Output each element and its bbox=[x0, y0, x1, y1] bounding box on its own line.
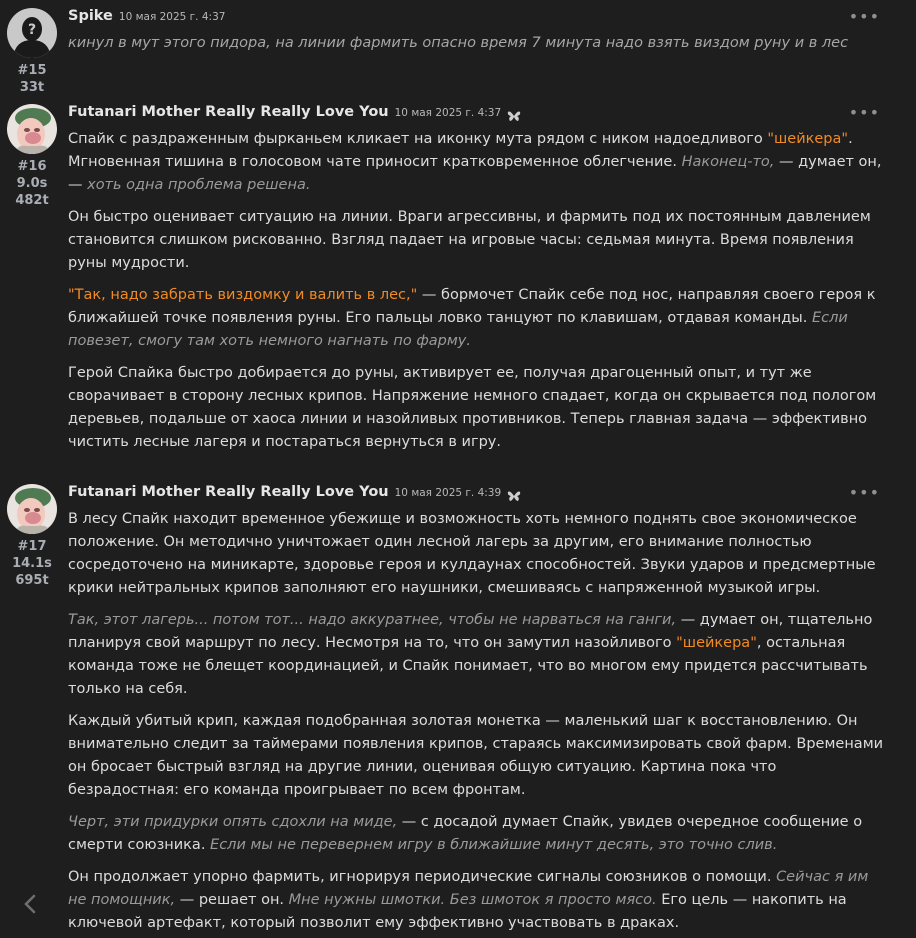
text-segment: . Мгновенная тишина в голосовом чате приносит кратковременное облегчение. bbox=[68, 131, 853, 170]
message-paragraph bbox=[68, 811, 888, 857]
text-segment: Каждый убитый крип, каждая подобранная золотая монетка — маленький шаг к восстановлению. Он внимательно следит за таймерами появления крипов, стараясь максимизировать свой фарм. Временами он бросает быстрый взгляд на другие линии, оценивая общую ситуацию. Картина пока что безрадостная: его команда проигрывает по всем фронтам. bbox=[68, 713, 884, 798]
text-segment: , остальная команда тоже не блещет координацией, и Спайк понимает, что во многом ему придется рассчитывать только на себя. bbox=[68, 635, 868, 697]
message-paragraph bbox=[68, 284, 888, 353]
generation-time: 14.1s bbox=[12, 556, 52, 571]
message-body bbox=[68, 32, 888, 55]
svg-text:?: ? bbox=[27, 22, 37, 38]
message-tokens: 482t bbox=[15, 193, 49, 208]
message-number: #17 bbox=[17, 539, 47, 554]
author-name[interactable]: Futanari Mother Really Really Love You bbox=[68, 484, 389, 500]
message-paragraph bbox=[68, 32, 888, 55]
text-segment: кинул в мут этого пидора, на линии фармить опасно время 7 минута надо взять виздом руну и в лес bbox=[68, 35, 849, 51]
text-segment: Он быстро оценивает ситуацию на линии. Враги агрессивны, и фармить под их постоянным давлением становится слишком рискованно. Взгляд падает на игровые часы: седьмая минута. Время появления руны мудрости. bbox=[68, 209, 871, 271]
chevron-left-icon[interactable] bbox=[20, 890, 40, 918]
more-dots-icon[interactable]: ••• bbox=[848, 483, 880, 502]
text-segment: В лесу Спайк находит временное убежище и возможность хоть немного поднять свое экономическое положение. Он методично уничтожает один лесной лагерь за другим, его внимание полностью сосредоточено на миникарте, здоровье героя и кулдаунах способностей. Звуки ударов и предсмертные крики нейтральных крипов заполняют его наушники, смешиваясь с напряженной музыкой игры. bbox=[68, 511, 876, 596]
text-segment: — думает он, — bbox=[68, 154, 882, 193]
butterfly-icon bbox=[507, 490, 521, 502]
thought-text: Наконец-то, bbox=[681, 154, 775, 170]
message-body bbox=[68, 508, 888, 935]
message-paragraph bbox=[68, 866, 888, 935]
more-dots-icon[interactable]: ••• bbox=[848, 103, 880, 122]
message-tokens: 695t bbox=[15, 573, 49, 588]
text-segment: — думает он, тщательно планируя свой маршрут по лесу. Несмотря на то, что он замутил назойливого bbox=[68, 612, 873, 651]
quoted-text: "Так, надо забрать виздомку и валить в лес," bbox=[68, 287, 418, 303]
message-paragraph bbox=[68, 609, 888, 701]
text-segment: Его цель — накопить на ключевой артефакт, который позволит ему эффективно участвовать в драках. bbox=[68, 892, 847, 931]
message-sidebar bbox=[0, 104, 64, 209]
message-paragraph bbox=[68, 362, 888, 454]
message-number: #16 bbox=[17, 159, 47, 174]
thought-text: Если мы не перевернем игру в ближайшие минут десять, это точно слив. bbox=[210, 837, 778, 853]
author-name[interactable]: Spike bbox=[68, 8, 113, 24]
thought-text: Сейчас я им не помощник, bbox=[68, 869, 869, 908]
quoted-text: "шейкера" bbox=[676, 635, 757, 651]
text-segment: — с досадой думает Спайк, увидев очередное сообщение о смерти союзника. bbox=[68, 814, 863, 853]
message-header bbox=[68, 8, 888, 32]
author-name[interactable]: Futanari Mother Really Really Love You bbox=[68, 104, 389, 120]
message-content bbox=[68, 8, 888, 55]
message-paragraph bbox=[68, 128, 888, 197]
quoted-text: "шейкера" bbox=[767, 131, 849, 147]
message-paragraph bbox=[68, 710, 888, 802]
text-segment: — бормочет Спайк себе под нос, направляя своего героя к ближайшей точке появления руны. Его пальцы ловко танцуют по клавишам, отдавая команды. bbox=[68, 287, 876, 326]
message-header bbox=[68, 104, 888, 128]
avatar-anime-character[interactable] bbox=[7, 104, 57, 154]
message-content bbox=[68, 484, 888, 935]
message-paragraph bbox=[68, 206, 888, 275]
text-segment: Он продолжает упорно фармить, игнорируя периодические сигналы союзников о помощи. bbox=[68, 869, 777, 885]
thought-text: Мне нужны шмотки. Без шмоток я просто мясо. bbox=[288, 892, 657, 908]
message-date: 10 мая 2025 г. 4:37 bbox=[118, 11, 226, 23]
thought-text: Если повезет, смогу там хоть немного нагнать по фарму. bbox=[68, 310, 848, 349]
avatar-spike[interactable] bbox=[7, 8, 57, 58]
message-sidebar bbox=[0, 8, 64, 96]
message-tokens: 33t bbox=[19, 80, 45, 95]
message-paragraph bbox=[68, 508, 888, 600]
butterfly-icon bbox=[507, 110, 521, 122]
generation-time: 9.0s bbox=[16, 176, 48, 191]
text-segment: Герой Спайка быстро добирается до руны, активирует ее, получая драгоценный опыт, и тут же сворачивает в сторону лесных крипов. Напряжение немного спадает, когда он скрывается под пологом деревьев, подальше от хаоса линии и назойливых противников. Теперь главная задача — эффективно чистить лесные лагеря и постараться вернуться в игру. bbox=[68, 365, 877, 450]
message-content bbox=[68, 104, 888, 454]
message-date: 10 мая 2025 г. 4:37 bbox=[394, 107, 502, 119]
message-header bbox=[68, 484, 888, 508]
more-dots-icon[interactable]: ••• bbox=[848, 7, 880, 26]
message-number: #15 bbox=[17, 63, 47, 78]
thought-text: Так, этот лагерь... потом тот... надо аккуратнее, чтобы не нарваться на ганги, bbox=[68, 612, 677, 628]
avatar-anime-character[interactable] bbox=[7, 484, 57, 534]
thought-text: хоть одна проблема решена. bbox=[87, 177, 311, 193]
message-body bbox=[68, 128, 888, 454]
text-segment: Спайк с раздраженным фырканьем кликает на иконку мута рядом с ником надоедливого bbox=[68, 131, 768, 147]
thought-text: Черт, эти придурки опять сдохли на миде, bbox=[68, 814, 398, 830]
message-date: 10 мая 2025 г. 4:39 bbox=[394, 487, 502, 499]
text-segment: — решает он. bbox=[175, 892, 289, 908]
message-sidebar bbox=[0, 484, 64, 589]
